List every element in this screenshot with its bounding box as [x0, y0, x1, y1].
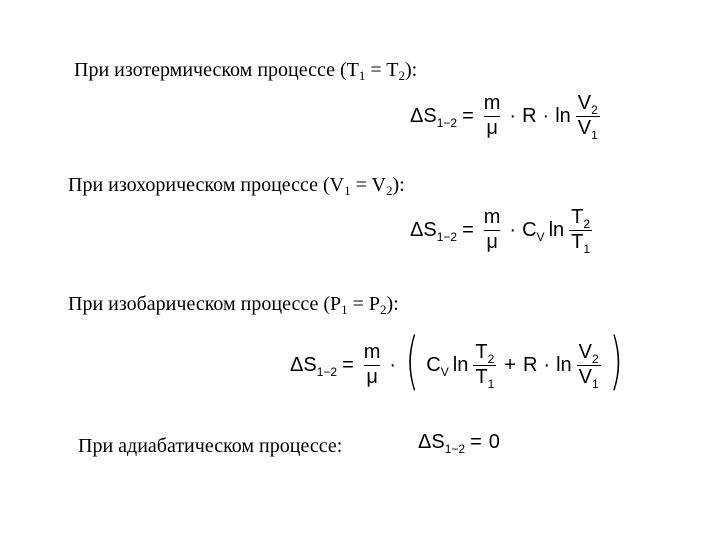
mass-over-molar-fraction: $\frac{m}{\mu}$ — [483, 206, 501, 253]
ln-operator: ln — [548, 218, 565, 241]
isochoric-heading: При изохорическом процессе $(V_1 = V_2)$: — [68, 174, 405, 198]
gas-constant: R — [522, 104, 537, 127]
equals-sign: = — [342, 353, 354, 376]
volume-ratio: $\frac{V_2}{V_1}$ — [578, 340, 599, 391]
delta-s-symbol: $\Delta S_{1-2}$ — [418, 431, 466, 456]
isobaric-formula — [290, 324, 628, 397]
ln-operator: ln — [555, 104, 571, 127]
left-paren: ( — [405, 324, 419, 397]
mass-over-molar-fraction: $\frac{m}{\mu}$ — [363, 340, 381, 388]
ln-operator: ln — [452, 353, 469, 376]
isochoric-formula — [410, 206, 595, 256]
delta-s-symbol: $\Delta S_{1-2}$ — [410, 104, 458, 130]
ln-operator: ln — [556, 353, 572, 376]
adiabatic-heading: При адиабатическом процессе: — [78, 435, 343, 457]
temperature-ratio: $\frac{T_2}{T_1}$ — [475, 340, 495, 391]
isothermal-heading: При изотермическом процессе $(T_1 = T_2)$: — [74, 59, 418, 83]
temperature-ratio: $\frac{T_2}{T_1}$ — [571, 206, 591, 256]
equals-sign: = — [462, 104, 474, 127]
mass-over-molar-fraction: $\frac{m}{\mu}$ — [483, 92, 501, 139]
multiply-dot: · — [543, 353, 551, 376]
plus-sign: + — [504, 353, 516, 376]
multiply-dot: · — [509, 218, 517, 241]
zero-value: 0 — [488, 431, 500, 453]
multiply-dot: · — [542, 104, 550, 127]
heat-capacity: $C_V$ — [426, 353, 449, 379]
right-paren: ) — [609, 324, 623, 397]
delta-s-symbol: $\Delta S_{1-2}$ — [410, 218, 458, 244]
isothermal-formula — [410, 92, 603, 142]
isobaric-heading: При изобарическом процессе $(P_1 = P_2)$: — [68, 293, 399, 317]
delta-s-symbol: $\Delta S_{1-2}$ — [290, 353, 338, 379]
multiply-dot: · — [509, 104, 517, 127]
equals-sign: = — [462, 218, 474, 241]
gas-constant: R — [522, 353, 538, 376]
multiply-dot: · — [389, 353, 397, 376]
equals-sign: = — [470, 431, 482, 453]
heat-capacity: $C_V$ — [522, 218, 545, 244]
adiabatic-formula — [418, 431, 502, 454]
volume-ratio: $\frac{V_2}{V_1}$ — [577, 92, 598, 142]
